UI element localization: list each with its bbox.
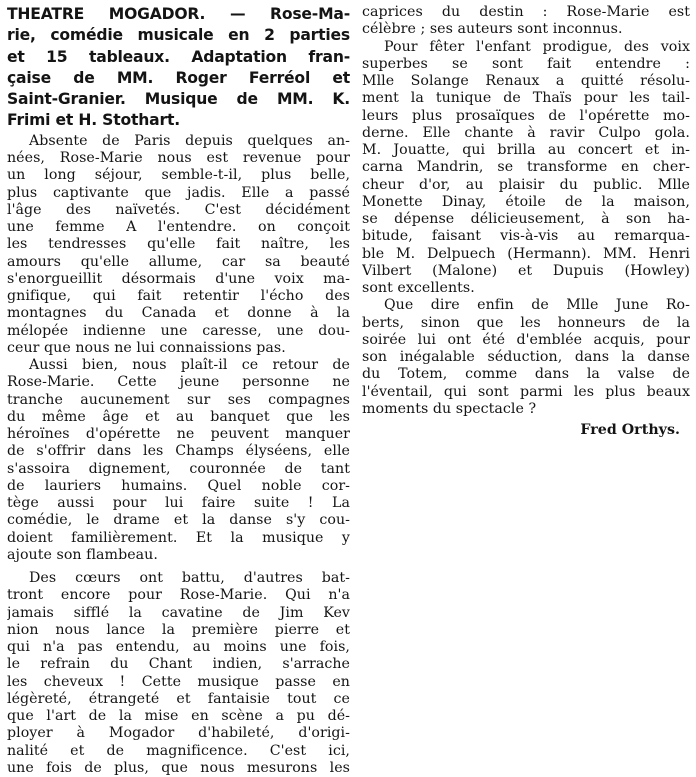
text-line: gnifique, qui fait retentir l'écho des [7,288,350,305]
text-line: légèreté, étrangeté et fantaisie tout ce [7,690,350,707]
heading-line: Frimi et H. Stothart. [7,111,180,130]
text-line: le refrain du Chant indien, s'arrache [7,656,350,673]
text-line: héroïnes d'opérette ne peuvent manquer [7,426,350,443]
text-line: Absente de Paris depuis quelques an- [29,132,350,149]
text-line: doient familièrement. Et la musique y [7,529,350,546]
text-line: les cheveux ! Cette musique passe en [7,673,350,690]
text-line: carna Mandrin, se transforme en cher- [362,159,690,176]
text-line: célèbre ; ses auteurs sont inconnus. [362,21,623,38]
text-line: ble M. Delpuech (Hermann). MM. Henri [362,245,690,262]
right-column [362,4,690,439]
text-line: s'assoira dignement, couronnée de tant [7,460,350,477]
text-line: plus captivante que jadis. Elle a passé [7,184,350,201]
text-line: comédie, le drame et la danse s'y cou- [7,512,350,529]
paragraph [362,297,690,418]
text-line: amours qu'elle allume, car sa beauté [7,253,350,270]
text-line: une fois de plus, que nous mesurons les [7,759,350,776]
paragraph [362,4,690,39]
text-line: un long séjour, semble-t-il, plus belle, [7,167,350,184]
text-line: ajoute son flambeau. [7,546,158,563]
text-line: nées, Rose-Marie nous est revenue pour [7,150,350,167]
text-line: s'enorgueillit désormais d'une voix ma- [7,270,350,287]
heading-line: çaise de MM. Roger Ferréol et [7,68,350,87]
text-line: une femme A l'entendre. on conçoit [7,219,350,236]
text-line: tranche aucunement sur ses compagnes [7,391,350,408]
author-signature: Fred Orthys. [580,422,680,438]
text-line: M. Jouatte, qui brilla au concert et in- [362,142,690,158]
text-line: ceur que nous ne lui connaissions pas. [7,339,286,356]
text-line: ployer à Mogador d'habileté, d'origi- [7,725,350,742]
text-line: montagnes du Canada et donne à la [7,305,350,322]
heading-line: et 15 tableaux. Adaptation fran- [7,47,350,66]
text-line: moments du spectacle ? [362,400,537,417]
text-line: soirée lui ont été d'emblée acquis, pour [362,331,690,348]
text-line: du même âge et au banquet que les [7,408,350,425]
text-line: tège aussi pour lui faire suite ! La [7,495,350,512]
text-line: Des cœurs ont battu, d'autres bat- [29,570,350,587]
text-line: qui n'a pas entendu, au moins une fois, [7,639,350,656]
paragraph [362,39,690,298]
heading-line: Saint-Granier. Musique de MM. K. [7,90,350,109]
paragraph [7,357,350,564]
paragraph [7,133,350,357]
text-line: jamais sifflé la cavatine de Jim Kev [7,604,350,621]
text-line: que l'art de la mise en scène a pu dé- [7,708,350,725]
text-line: Monette Dinay, étoile de la maison, [362,193,690,210]
text-line: leurs plus prosaïques de l'opérette mo- [362,107,690,124]
text-line: l'âge des naïvetés. C'est décidément [7,201,350,218]
text-line: son inégalable séduction, dans la danse [362,349,690,365]
text-line: du Totem, comme dans la valse de [362,366,690,383]
text-line: caprices du destin : Rose-Marie est [362,4,690,20]
paragraph [7,570,350,777]
text-line: de lauriers humains. Quel noble cor- [7,477,350,494]
text-line: Vilbert (Malone) et Dupuis (Howley) [362,262,690,279]
text-line: se dépense délicieusement, à son ha- [362,211,690,227]
text-line: les tendresses qu'elle fait naître, les [7,236,350,253]
text-line: nion nous lance la première pierre et [7,621,350,638]
text-line: Aussi bien, nous plaît-il ce retour de [29,357,350,374]
text-line: ment la tunique de Thaïs pour les tail- [362,90,690,107]
text-line: berts, sinon que les honneurs de la [362,314,690,331]
heading-line: rie, comédie musicale en 2 parties [7,26,350,45]
text-line: nalité et de magnificence. C'est ici, [7,742,350,759]
left-column [7,4,350,777]
article-heading [7,4,350,132]
text-line: Pour fêter l'enfant prodigue, des voix [384,38,690,55]
text-line: bitude, faisant vis-à-vis au remarqua- [362,228,690,245]
text-line: Mlle Solange Renaux a quitté résolu- [362,73,690,89]
text-line: l'éventail, qui sont parmi les plus beaux [362,383,690,400]
text-line: cheur d'or, au plaisir du public. Mlle [362,176,690,193]
text-line: de s'offrir dans les Champs élyséens, elle [7,443,350,460]
text-line: mélopée indienne une caresse, une dou- [7,322,350,339]
text-line: superbes se sont fait entendre : [362,55,690,72]
text-line: tront encore pour Rose-Marie. Qui n'a [7,587,350,604]
heading-line: THEATRE MOGADOR. — Rose-Ma- [7,5,350,23]
text-line: Rose-Marie. Cette jeune personne ne [7,374,350,391]
text-line: sont excellents. [362,280,475,296]
text-line: Que dire enfin de Mlle June Ro- [384,297,690,314]
text-line: derne. Elle chante à ravir Culpo gola. [362,124,690,141]
